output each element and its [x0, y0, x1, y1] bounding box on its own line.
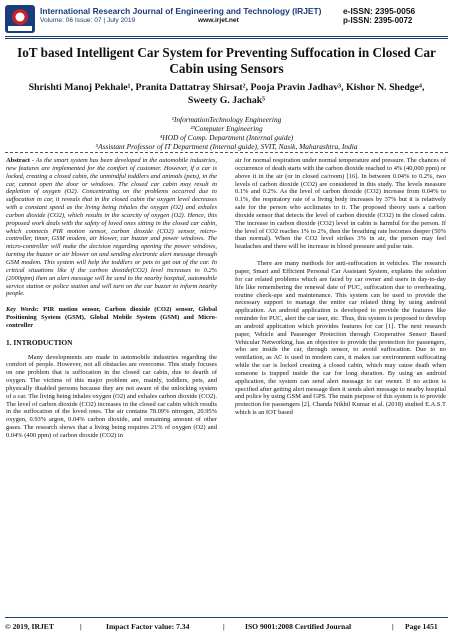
- right-column: [235, 157, 446, 417]
- journal-header: [0, 2, 453, 36]
- journal-logo: [5, 5, 35, 33]
- section-divider: [5, 152, 448, 153]
- keywords-label: Key Words:: [6, 306, 39, 314]
- section-heading-introduction: 1. INTRODUCTION: [6, 337, 73, 347]
- body-paragraph-2: There are many methods for anti-suffocation in vehicles. The research paper, Smart and Efficient Personal Car Assistant System, explains the solution for car related problems which are faced by car owner and users in day-to-day life like remembering the renewal date of PUC, suffocation due to overheating, routine check-ups and maintenance. This system can be used to provide the necessary support to manage the entire car related thing by using android application. An android application is developed to provide the features like reminder for PUC, alert the car user, etc. Thus, this system is proposed to develop an android application which provides features for car [1]. The next research paper, Vehicle and Passenger Protection through Cooperative Sensor Based Vehicular Networking, has an objective to provide the protection for passengers, who are inside the car, through sensor, to avoid suffocation. Due to no ventilation, as AC is used in modern cars, it makes car environment suffocating while the car is locked creating a closed cabin, which may cause death when someone is trapped inside the car for long duration. By using an android application, the system can send alert message to car owner. If no action is specified after getting alert message then it sends alert message to nearby hospital and police by using GSM and GPS. The main purpose of this system is to provide protection for passengers [2]. Chanda Nikhil Kumar et al. (2018) studied E.A.S.T which is an IOT based: [235, 260, 446, 417]
- affiliation-3: ⁴HOD of Comp. Department (Internal guide): [159, 133, 294, 142]
- volume-issue: Volume: 06 Issue: 07 | July 2019: [40, 17, 136, 24]
- journal-website-link[interactable]: www.irjet.net: [198, 17, 239, 24]
- left-column: [6, 157, 217, 440]
- affiliation-2: ²³Computer Engineering: [190, 124, 263, 133]
- abstract-label: Abstract -: [6, 157, 35, 164]
- p-issn: p-ISSN: 2395-0072: [343, 16, 413, 25]
- keywords-text: PIR motion sensor, Carbon dioxide (CO2) sensor, Global Positioning System (GSM), Global Mobile System (GSM) and Micro-controller: [6, 306, 217, 329]
- footer-rule: [5, 617, 448, 618]
- page-number: Page 1451: [405, 622, 438, 631]
- affiliations: [15, 115, 438, 151]
- intro-paragraph: Many developments are made in automobile industries regarding the comfort of people. However, not all obstacles are overcome. This study focuses on one problem that is suffocation in the closed car cabin, due to dearth of oxygen. The victims of this major problem are, mainly, toddlers, pets, and physically disabled persons because they are not aware of the unlocking system of a car. The living being inhales oxygen (O2) and exhales carbon dioxide (CO2). The level of carbon dioxide (CO2) increases in the closed car cabin which results in the suffocation of the loved ones. The air contains 78.09% nitrogen, 20.95% oxygen, 0.93% argon, 0.04% carbon dioxide, and remaining amount of other gases. The research shows that a living being requires 21% of oxygen (O2) and 0.04% (400 ppm) of carbon dioxide (CO2) in: [6, 353, 217, 439]
- affiliation-4: ⁵Assistant Professor of IT Department (Internal guide), SVIT, Nasik, Maharashtra, India: [95, 142, 358, 151]
- footer-separator: |: [80, 622, 82, 631]
- journal-title: International Research Journal of Engineering and Technology (IRJET): [40, 6, 322, 16]
- footer-separator: |: [223, 622, 225, 631]
- footer-separator: |: [392, 622, 394, 631]
- header-rule: [5, 36, 448, 37]
- e-issn: e-ISSN: 2395-0056: [343, 6, 416, 16]
- journal-name: [40, 6, 416, 16]
- keywords: [6, 306, 217, 330]
- footer-impact-factor: Impact Factor value: 7.34: [106, 622, 190, 631]
- journal-issue-line: [40, 17, 445, 24]
- abstract-text: As the smart system has been developed in the automobile industries, new features are implemented for the comfort of customer. However, if a car is locked, creating a closed cabin, the unmindful toddlers and animals (pets), in the car, cannot open the door or windows. The closed car cabin may result in depletion of oxygen (O2). Concentrating on the problems occurred due to suffocation in car, it reveals that in the closed cabin the oxygen level decreases with a constant speed as the living being inhales the oxygen (O2) and exhales carbon dioxide (CO2), which results in the scarcity of oxygen (O2). Hence, this proposed work deals with the safety of loved ones sitting in the closed car cabin, which connects PIR motion sensor, carbon dioxide (CO2) sensor, micro-controller, timer, GSM modem, air blower, car buzzer and power windows. The micro-controller will make the decision regarding opening the power windows, turning the buzzer or air blower on and sending electronic alert message through GSM modem. This system will help the toddlers or pets to get out of the car. In critical situations like if the carbon dioxide(CO2) level increases to 0.2% (2000ppm) then an alert message will be send to the nearby hospital, automobile service station or police station and will turn on the car buzzer to inform nearby people.: [6, 157, 217, 298]
- body-paragraph-1: air for normal respiration under normal temperature and pressure. The chances of occurrence of death starts with the carbon dioxide reached to 4% (40,000 ppm) or above it in the air (or in closed ca/room) [16]. In between 0.04% to 0.2%, two levels of carbon dioxide (CO2) are considered in this study. The levels measure 0.1% and 0.2%. As the level of carbon dioxide (CO2) increase from 0.04% to 0.1%, the respiratory rate of a living body increases by 37% but it is relatively safe for the person who acclimates to it. The proposed theory uses a carbon dioxide sensor that detects the level of carbon dioxide (CO2) in the closed cabin. The increase in carbon dioxide (CO2) level in cabin is harmful for the person. If the level of CO2 reaches 1% to 2%, then the breathing rate becomes deeper (50% than normal). When the CO2 level strikes 3% in air, the person may feel headaches and there will be increase in blood pressure and pulse rate.: [235, 157, 446, 251]
- footer-copyright: © 2019, IRJET: [5, 622, 54, 631]
- header-rule-second: [5, 38, 448, 39]
- affiliation-1: ¹InformationTechnology Engineering: [171, 115, 282, 124]
- abstract: [6, 157, 217, 298]
- footer-iso: ISO 9001:2008 Certified Journal: [245, 622, 352, 631]
- author-list: Shrishti Manoj Pekhale¹, Pranita Dattatray Shirsat², Pooja Pravin Jadhav³, Kishor N. Shedge⁴, Sweety G. Jachak⁵: [28, 82, 425, 106]
- paper-title: IoT based Intelligent Car System for Preventing Suffocation in Closed Car Cabin using Sensors: [17, 45, 436, 76]
